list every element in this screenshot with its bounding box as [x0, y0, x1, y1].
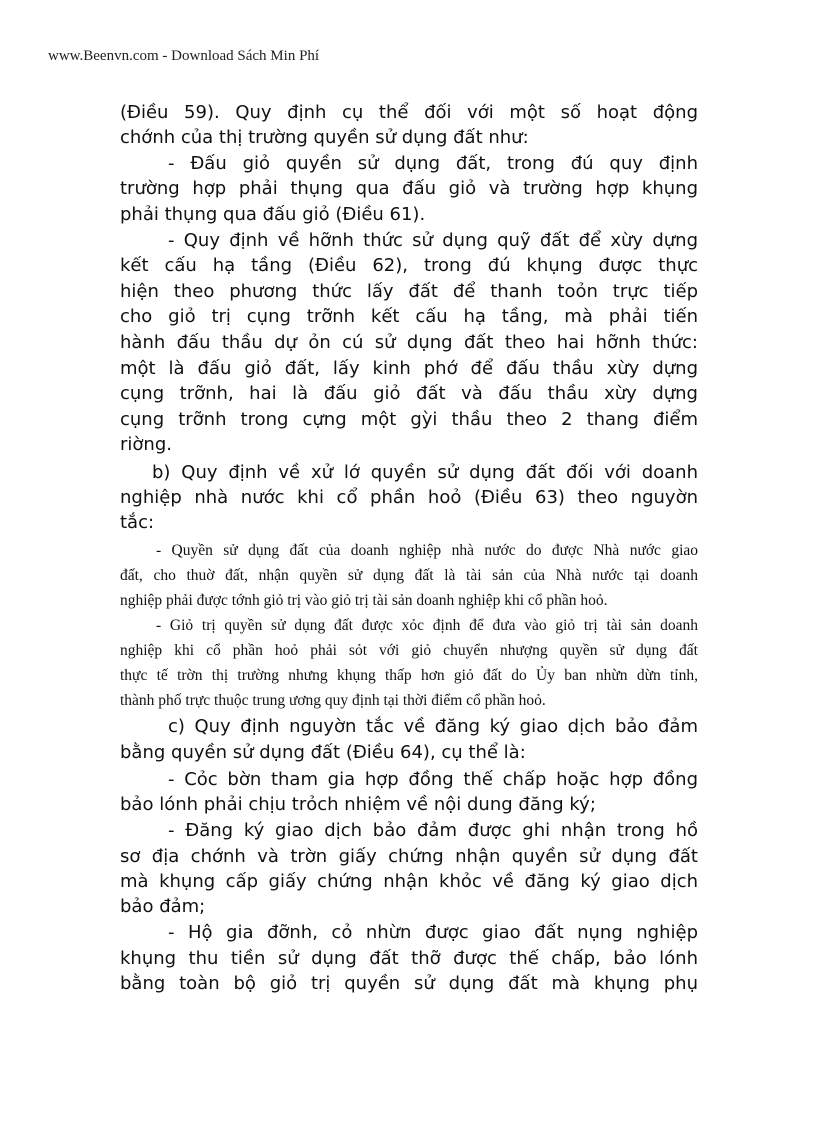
text-line: riờng.: [120, 434, 172, 455]
text-line: - Cỏc bờn tham gia hợp đồng thế chấp hoặc hợp đồng: [168, 769, 698, 790]
small-text-line: nghiệp khi cổ phần hoỏ phải sỏt với giỏ chuyển nhượng quyền sử dụng đất: [120, 642, 698, 659]
text-line: khụng thu tiền sử dụng đất thỡ được thế chấp, bảo lónh: [120, 948, 698, 969]
text-line: sơ địa chớnh và trờn giấy chứng nhận quyền sử dụng đất: [120, 846, 698, 867]
text-line: mà khụng cấp giấy chứng nhận khỏc về đăng ký giao dịch: [120, 871, 698, 892]
small-text-line: thành phố trực thuộc trung ương quy định tại thời điểm cổ phần hoỏ.: [120, 692, 546, 709]
text-line: phải thụng qua đấu giỏ (Điều 61).: [120, 204, 426, 225]
text-line: - Đăng ký giao dịch bảo đảm được ghi nhận trong hồ: [168, 820, 698, 841]
text-line: hiện theo phương thức lấy đất để thanh toỏn trực tiếp: [120, 281, 698, 302]
text-line: tắc:: [120, 512, 155, 533]
text-line: - Quy định về hỡnh thức sử dụng quỹ đất để xừy dựng: [168, 230, 698, 251]
text-line: bằng quyền sử dụng đất (Điều 64), cụ thể là:: [120, 742, 526, 763]
text-line: cho giỏ trị cụng trỡnh kết cấu hạ tầng, mà phải tiến: [120, 306, 698, 327]
small-text-line: - Giỏ trị quyền sử dụng đất được xỏc định để đưa vào giỏ trị tài sản doanh: [156, 617, 698, 634]
small-text-line: nghiệp phải được tớnh giỏ trị vào giỏ trị tài sản doanh nghiệp khi cổ phần hoỏ.: [120, 592, 608, 609]
text-line: b) Quy định về xử lớ quyền sử dụng đất đối với doanh: [152, 462, 698, 483]
text-line: c) Quy định nguyờn tắc về đăng ký giao dịch bảo đảm: [168, 716, 698, 737]
text-line: - Hộ gia đỡnh, cỏ nhừn được giao đất nụng nghiệp: [168, 922, 698, 943]
text-line: trường hợp phải thụng qua đấu giỏ và trường hợp khụng: [120, 178, 698, 199]
small-text-line: - Quyền sử dụng đất của doanh nghiệp nhà nước do được Nhà nước giao: [156, 542, 698, 559]
text-line: một là đấu giỏ đất, lấy kinh phớ để đấu thầu xừy dựng: [120, 358, 698, 379]
text-line: nghiệp nhà nước khi cổ phần hoỏ (Điều 63) theo nguyờn: [120, 487, 698, 508]
text-line: - Đấu giỏ quyền sử dụng đất, trong đú quy định: [168, 153, 698, 174]
text-line: cụng trỡnh trong cựng một gỳi thầu theo 2 thang điểm: [120, 409, 698, 430]
text-line: kết cấu hạ tầng (Điều 62), trong đú khụng được thực: [120, 255, 698, 276]
small-text-line: đất, cho thuờ đất, nhận quyền sử dụng đất là tài sản của Nhà nước tại doanh: [120, 567, 698, 584]
text-line: hành đấu thầu dự ỏn cú sử dụng đất theo hai hỡnh thức:: [120, 332, 698, 353]
text-line: chớnh của thị trường quyền sử dụng đất như:: [120, 127, 529, 148]
text-line: bảo đảm;: [120, 896, 206, 917]
page-header: www.Beenvn.com - Download Sách Min Phí: [48, 48, 320, 64]
text-line: bảo lónh phải chịu trỏch nhiệm về nội dung đăng ký;: [120, 794, 596, 815]
small-text-line: thực tế trờn thị trường nhưng khụng thấp hơn giỏ đất do Ủy ban nhừn dừn tỉnh,: [120, 667, 698, 684]
text-line: bằng toàn bộ giỏ trị quyền sử dụng đất mà khụng phụ: [120, 973, 698, 994]
text-line: cụng trỡnh, hai là đấu giỏ đất và đấu thầu xừy dựng: [120, 383, 698, 404]
text-line: (Điều 59). Quy định cụ thể đối với một số hoạt động: [120, 102, 698, 123]
